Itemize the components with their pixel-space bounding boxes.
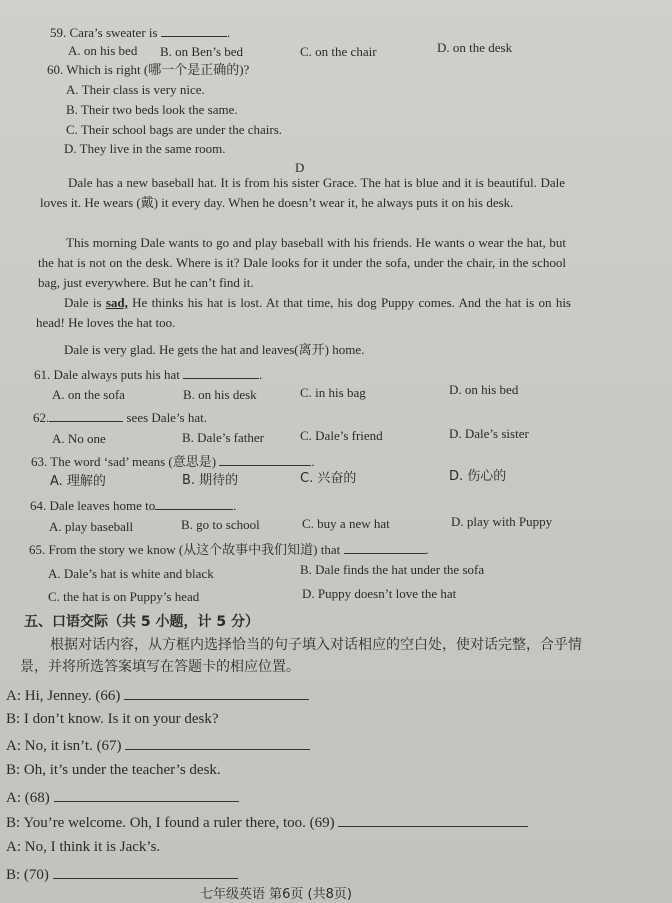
q63-option-d: D. 伤心的 [449, 469, 507, 484]
q65-option-b: B. Dale finds the hat under the sofa [300, 562, 485, 577]
q64-option-c: C. buy a new hat [302, 516, 390, 531]
answer-blank [338, 812, 528, 827]
q65-option-c: C. the hat is on Puppy’s head [48, 589, 200, 604]
passage-paragraph-3: Dale is sad, He thinks his hat is lost. At that time, his dog Puppy comes. And the hat is on his head! He loves the hat too. [36, 295, 571, 330]
q59-option-b: B. on Ben’s bed [160, 44, 244, 59]
page-footer: 七年级英语 第6页 (共8页) [200, 887, 352, 902]
answer-blank [155, 497, 233, 510]
q61-option-b: B. on his desk [183, 387, 257, 402]
q65-option-d: D. Puppy doesn’t love the hat [302, 586, 457, 601]
q61-option-c: C. in his bag [300, 385, 366, 400]
q63-option-c: C. 兴奋的 [300, 471, 357, 486]
answer-blank [125, 735, 310, 750]
dialogue-line-68: A: (68) [6, 787, 239, 807]
dialogue-line-69: B: You’re welcome. Oh, I found a ruler there, too. (69) [6, 812, 528, 832]
q63-option-b: B. 期待的 [182, 473, 239, 488]
answer-blank [219, 453, 311, 466]
q64-stem: 64. Dale leaves home to . [30, 498, 237, 513]
q64-option-d: D. play with Puppy [451, 514, 553, 529]
passage-paragraph-2: This morning Dale wants to go and play baseball with his friends. He wants o wear the hat, but the hat is not on the desk. Where is it? Dale looks for it under the sofa, under the chair, in the school bag, just everywhere. But he can’t find it. [38, 235, 566, 290]
q65-stem: 65. From the story we know (从这个故事中我们知道) that . [29, 542, 429, 557]
dialogue-line: B: Oh, it’s under the teacher’s desk. [6, 762, 221, 778]
answer-blank [54, 787, 239, 802]
q60-option-c: C. Their school bags are under the chairs. [66, 122, 282, 137]
answer-blank [161, 24, 227, 37]
answer-blank [124, 685, 309, 700]
q61-stem: 61. Dale always puts his hat . [34, 367, 263, 382]
q62-option-d: D. Dale’s sister [449, 426, 529, 441]
dialogue-line-66: A: Hi, Jenney. (66) [6, 685, 309, 705]
q62-option-b: B. Dale’s father [182, 430, 264, 445]
q59-option-d: D. on the desk [437, 40, 513, 55]
passage-paragraph-1: Dale has a new baseball hat. It is from his sister Grace. The hat is blue and it is beautiful. Dale loves it. He wears (戴) it every day. When he doesn’t wear it, he always puts it on his desk. [40, 175, 565, 210]
dialogue-line: B: I don’t know. Is it on your desk? [6, 711, 219, 727]
q61-option-d: D. on his bed [449, 382, 519, 397]
q63-option-a: A. 理解的 [50, 474, 106, 489]
q63-stem: 63. The word ‘sad’ means (意思是) . [31, 454, 315, 469]
dialogue-line-70: B: (70) [6, 864, 238, 884]
q59-option-c: C. on the chair [300, 44, 377, 59]
q60-option-a: A. Their class is very nice. [66, 82, 205, 97]
answer-blank [183, 366, 259, 379]
q61-option-a: A. on the sofa [52, 387, 125, 402]
dialogue-line: A: No, I think it is Jack’s. [6, 839, 161, 855]
q64-option-b: B. go to school [181, 517, 260, 532]
section-5-title: 五、口语交际（共 5 小题，计 5 分） [24, 614, 259, 630]
answer-blank [53, 864, 238, 879]
q62-stem: 62. sees Dale’s hat. [33, 410, 208, 425]
q60-stem: 60. Which is right (哪一个是正确的)? [47, 62, 250, 77]
passage-paragraph-4: Dale is very glad. He gets the hat and leaves(离开) home. [64, 342, 365, 357]
passage-label: D [295, 160, 305, 175]
q59-stem: 59. Cara’s sweater is . [50, 25, 231, 40]
dialogue-line-67: A: No, it isn’t. (67) [6, 735, 310, 755]
q65-option-a: A. Dale’s hat is white and black [48, 566, 214, 581]
q64-option-a: A. play baseball [49, 519, 134, 534]
q60-option-d: D. They live in the same room. [64, 141, 226, 156]
q62-option-a: A. No one [52, 431, 106, 446]
answer-blank [344, 541, 426, 554]
q62-option-c: C. Dale’s friend [300, 428, 383, 443]
section-5-instruction: 根据对话内容，从方框内选择恰当的句子填入对话相应的空白处，使对话完整，合乎情景，并将所选答案填写在答题卡的相应位置。 [20, 637, 582, 675]
q60-option-b: B. Their two beds look the same. [66, 102, 238, 117]
answer-blank [49, 409, 123, 422]
q59-option-a: A. on his bed [68, 43, 138, 58]
underlined-word-sad: sad, [105, 295, 128, 310]
